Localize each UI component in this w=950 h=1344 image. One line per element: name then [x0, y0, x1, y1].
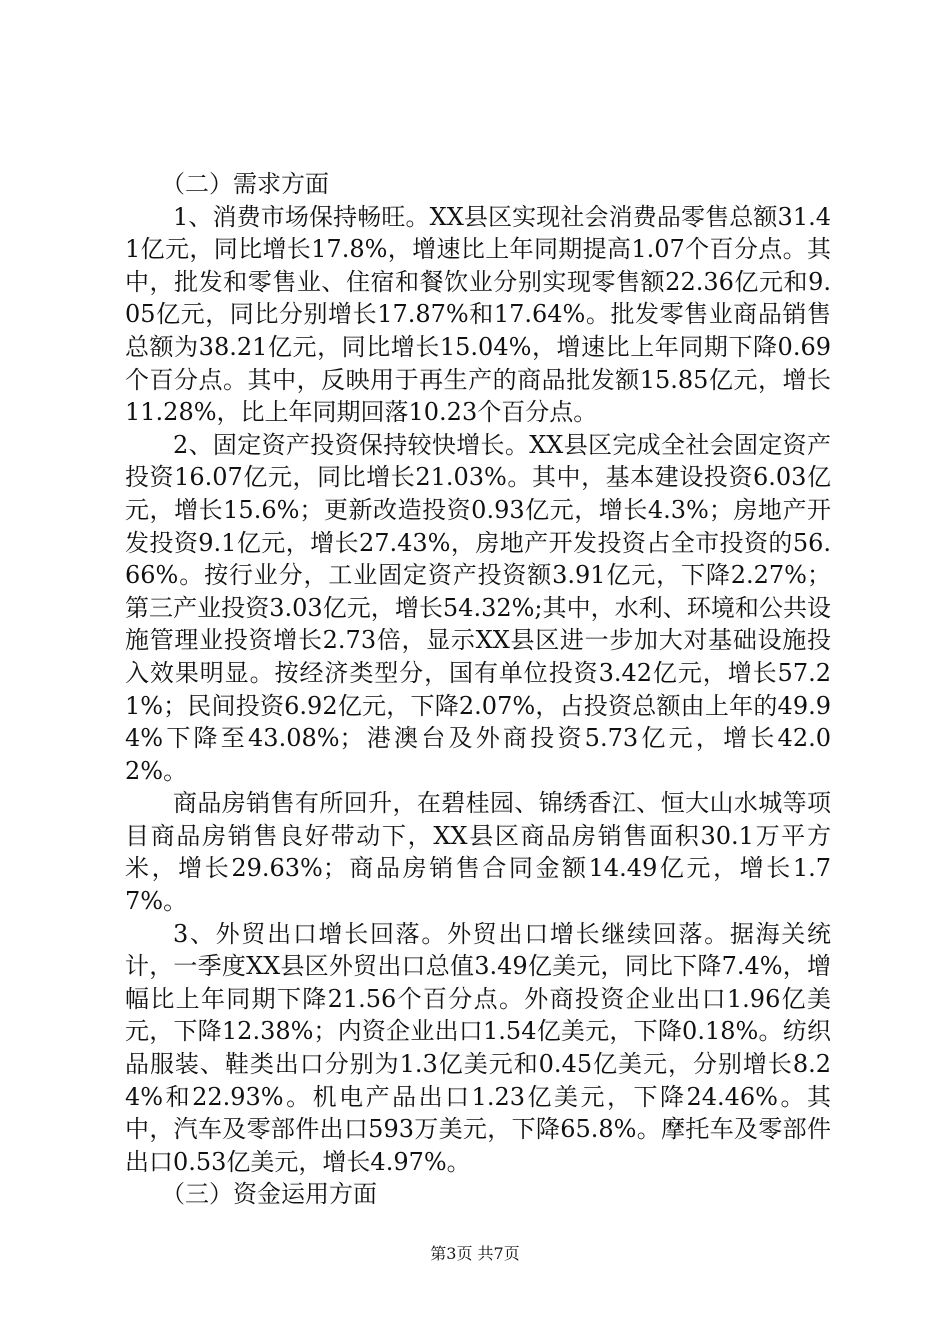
- paragraph-consumption: 1、消费市场保持畅旺。XX县区实现社会消费品零售总额31.41亿元，同比增长17.8%，增速比上年同期提高1.07个百分点。其中，批发和零售业、住宿和餐饮业分别实现零售额22.36亿元和9.05亿元，同比分别增长17.87%和17.64%。批发零售业商品销售总额为38.21亿元，同比增长15.04%，增速比上年同期下降0.69个百分点。其中，反映用于再生产的商品批发额15.85亿元，增长11.28%，比上年同期回落10.23个百分点。: [125, 202, 831, 427]
- section-heading-demand: （二）需求方面: [161, 170, 329, 198]
- page-number-footer: 第3页 共7页: [430, 1244, 520, 1263]
- paragraph-housing: 商品房销售有所回升，在碧桂园、锦绣香江、恒大山水城等项目商品房销售良好带动下，XX县区商品房销售面积30.1万平方米，增长29.63%；商品房销售合同金额14.49亿元，增长1.77%。: [125, 789, 831, 916]
- section-heading-funds: （三）资金运用方面: [161, 1180, 377, 1209]
- paragraph-investment: 2、固定资产投资保持较快增长。XX县区完成全社会固定资产投资16.07亿元，同比增长21.03%。其中，基本建设投资6.03亿元，增长15.6%；更新改造投资0.93亿元，增长4.3%；房地产开发投资9.1亿元，增长27.43%，房地产开发投资占全市投资的56.66%。按行业分，工业固定资产投资额3.91亿元，下降2.27%；第三产业投资3.03亿元，增长54.32%;其中，水利、环境和公共设施管理业投资增长2.73倍，显示XX县区进一步加大对基础设施投入效果明显。按经济类型分，国有单位投资3.42亿元，增长57.21%；民间投资6.92亿元，下降2.07%，占投资总额由上年的49.94%下降至43.08%；港澳台及外商投资5.73亿元，增长42.02%。: [125, 430, 831, 785]
- paragraph-export: 3、外贸出口增长回落。外贸出口增长继续回落。据海关统计，一季度XX县区外贸出口总值3.49亿美元，同比下降7.4%，增幅比上年同期下降21.56个百分点。外商投资企业出口1.96亿美元，下降12.38%；内资企业出口1.54亿美元，下降0.18%。纺织品服装、鞋类出口分别为1.3亿美元和0.45亿美元，分别增长8.24%和22.93%。机电产品出口1.23亿美元，下降24.46%。其中，汽车及零部件出口593万美元，下降65.8%。摩托车及零部件出口0.53亿美元，增长4.97%。: [125, 919, 831, 1176]
- document-body: [125, 168, 831, 1211]
